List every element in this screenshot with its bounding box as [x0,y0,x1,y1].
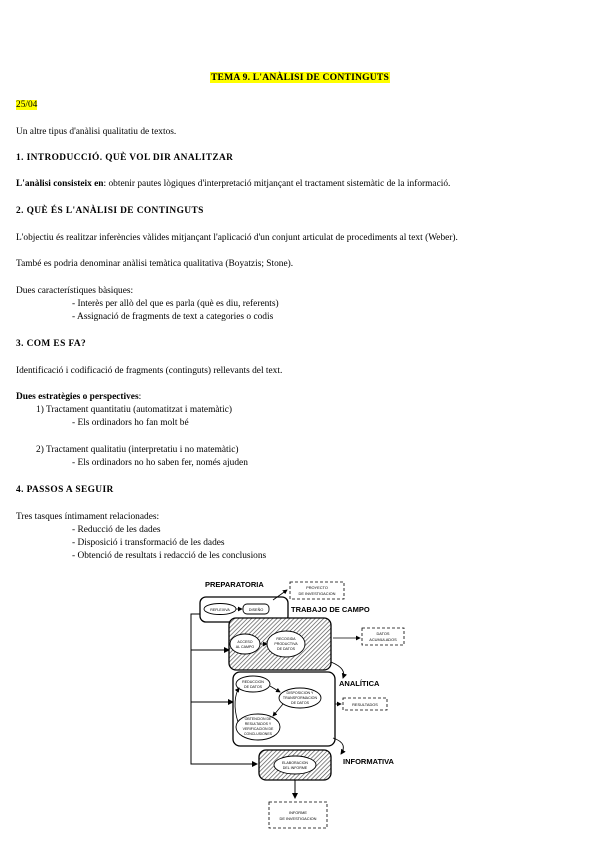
reflexiva-label: REFLEXIVA [210,608,230,612]
strategy-2-note: - Els ordinadors no ho saben fer, només ajuden [72,458,248,468]
disposicion-line-3: DE DATOS [290,701,310,705]
section-4-p1: Tres tasques íntimament relacionades: [16,512,160,522]
list-item: - Obtenció de resultats i redacció de les conclusions [72,551,267,561]
informe-line-1: INFORME [289,810,307,815]
list-item: - Reducció de les dades [72,525,161,535]
section-1-text: L'anàlisi consisteix en: obtenir pautes lògiques d'interpretació mitjançant el tractament sistemàtic de la informació. [16,179,451,189]
section-3-heading: 3. COM ES FA? [16,339,87,349]
section-4-heading: 4. PASSOS A SEGUIR [16,485,114,495]
obtencion-line-2: RESULTADOS Y [244,722,272,726]
list-item: - Interès per allò del que es parla (què es diu, referents) [72,299,279,309]
recogida-line-2: PRODUCTIVA [274,642,298,646]
section-2-p3: Dues característiques bàsiques: [16,286,134,296]
list-item: - Disposició i transformació de les dades [72,538,225,548]
date: 25/04 [16,100,38,110]
reduccion-line-1: REDUCCION [242,680,264,684]
datos-line-2: ACUMULADOS [369,637,397,642]
strategy-1-note: - Els ordinadors ho fan molt bé [72,418,189,428]
analitica-label: ANALÍTICA [339,679,380,688]
elaboracion-line-1: ELABORACION [282,761,308,765]
obtencion-line-1: OBTENCION DE [244,717,272,721]
recogida-line-3: DE DATOS [276,647,296,651]
elaboracion-line-2: DEL INFORME [282,766,308,770]
reduccion-line-2: DE DATOS [243,685,263,689]
datos-line-1: DATOS [376,631,390,636]
strategy-1: 1) Tractament quantitatiu (automatitzat i matemàtic) [36,405,233,415]
section-1-heading: 1. INTRODUCCIÓ. QUÈ VOL DIR ANALITZAR [16,153,234,163]
diseno-label: DISEÑO [248,608,264,612]
proyecto-line-1: PROYECTO [306,585,328,590]
recogida-line-1: RECOGIDA [276,637,296,641]
section-2-p2: També es podria denominar anàlisi temàtica qualitativa (Boyatzis; Stone). [16,259,294,269]
disposicion-line-1: DISPOSICION Y [286,691,314,695]
document-title: TEMA 9. L'ANÀLISI DE CONTINGUTS [210,72,390,83]
informativa-label: INFORMATIVA [343,757,394,766]
research-process-diagram [183,572,413,838]
section-2-p1: L'objectiu és realitzar inferències vàlides mitjançant l'aplicació d'un conjunt articulat de procediments al text (Weber). [16,233,458,243]
disposicion-line-2: TRANSFORMACION [282,696,318,700]
obtencion-line-3: VERIFICACION DE [242,727,274,731]
strategy-2: 2) Tractament qualitatiu (interpretatiu i no matemàtic) [36,445,239,455]
stage-preparatoria [200,580,288,622]
list-item: - Assignació de fragments de text a categories o codis [72,312,274,322]
intro-text: Un altre tipus d'anàlisi qualitatiu de textos. [16,127,177,137]
trabajo-campo-label: TRABAJO DE CAMPO [291,605,370,614]
acceso-line-1: ACCESO [237,640,253,644]
informe-line-2: DE INVESTIGACION [279,816,317,821]
resultados-label: RESULTADOS [352,702,378,707]
section-2-heading: 2. QUÈ ÉS L'ANÀLISI DE CONTINGUTS [16,206,204,216]
obtencion-line-4: CONCLUSIONES [243,732,273,736]
acceso-line-2: AL CAMPO [235,645,255,649]
proyecto-line-2: DE INVESTIGACION [298,591,336,596]
section-3-p1: Identificació i codificació de fragments (continguts) rellevants del text. [16,366,283,376]
stage-informativa [259,750,395,780]
preparatoria-label: PREPARATORIA [205,580,264,589]
strategies-label: Dues estratègies o perspectives: [16,392,142,402]
